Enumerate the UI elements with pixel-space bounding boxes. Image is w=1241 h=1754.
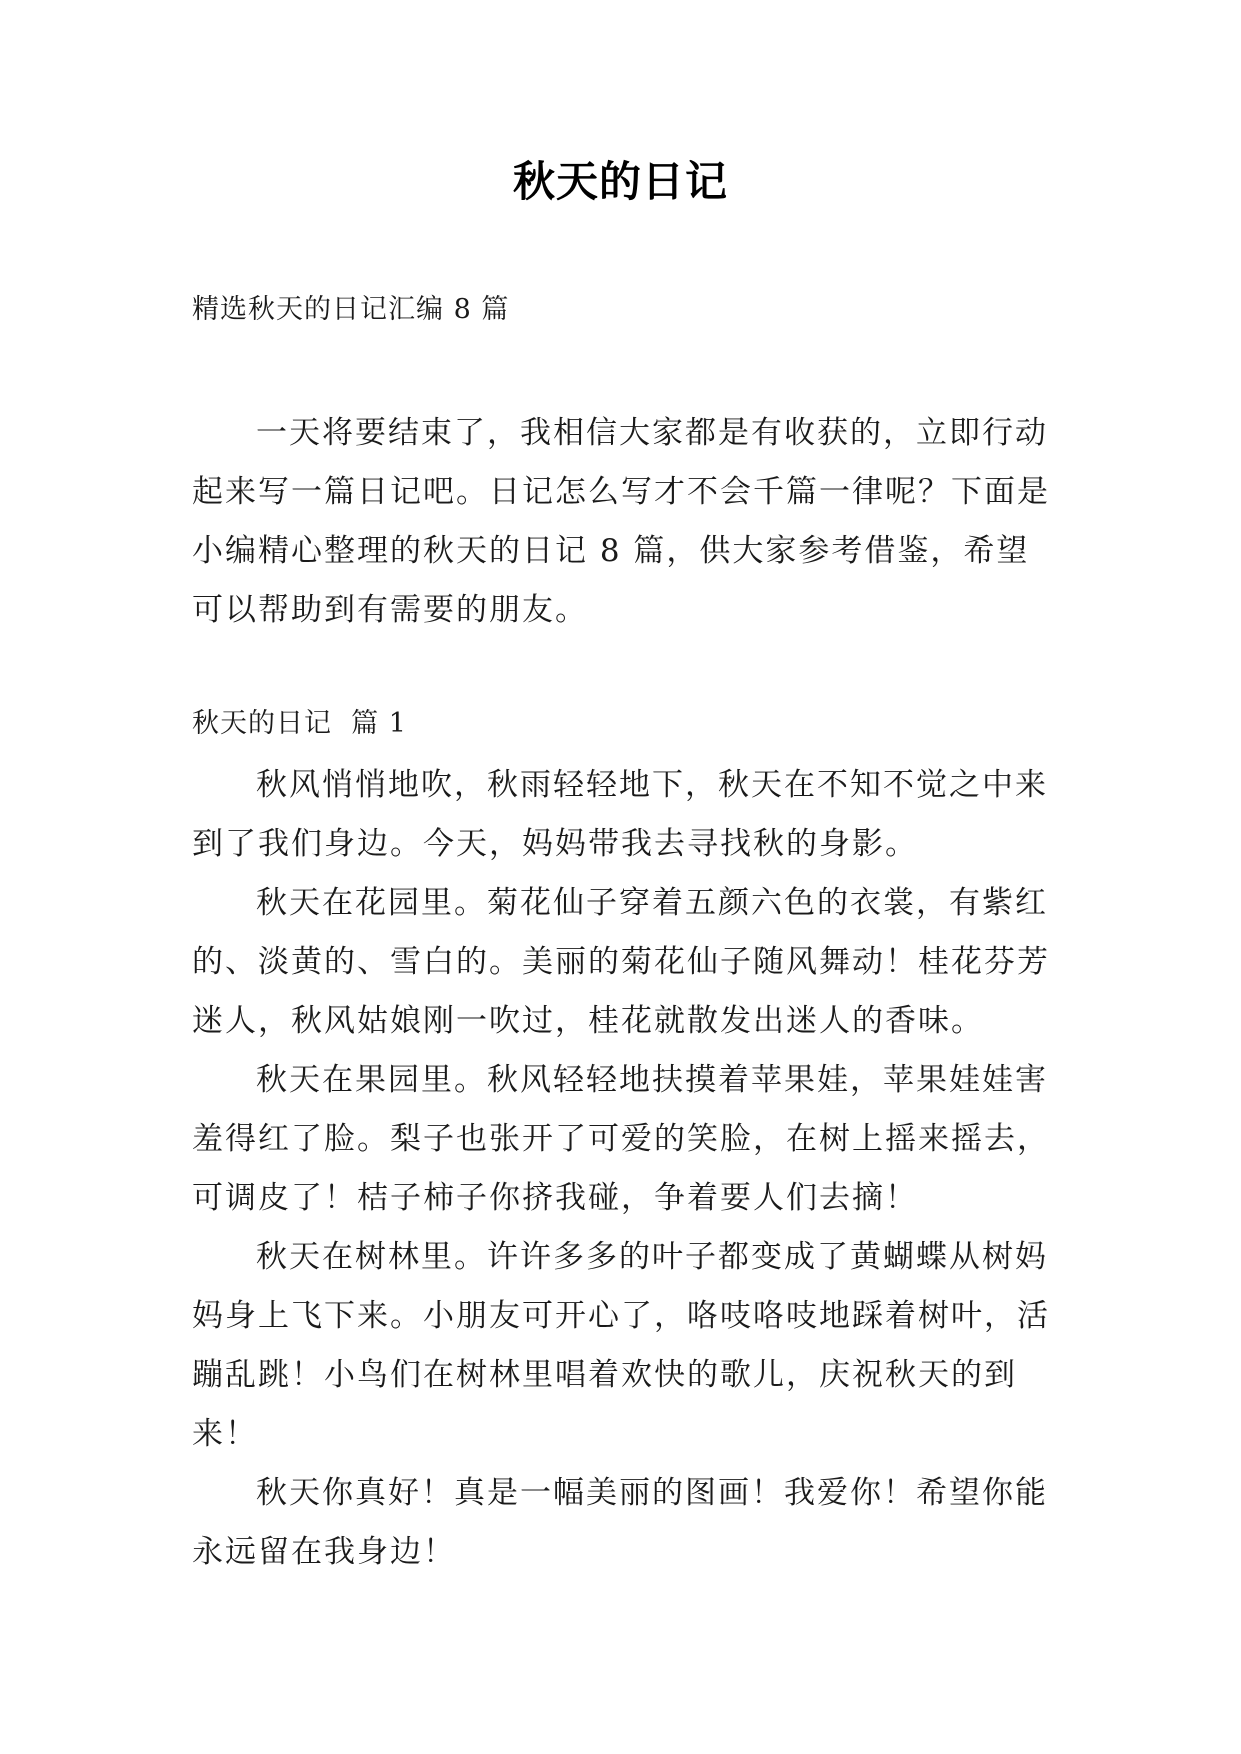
body-paragraph: 秋天你真好！真是一幅美丽的图画！我爱你！希望你能永远留在我身边！ [192, 1475, 1048, 1570]
body-paragraph: 秋天在果园里。秋风轻轻地扶摸着苹果娃，苹果娃娃害羞得红了脸。梨子也张开了可爱的笑脸，在树上摇来摇去，可调皮了！桔子柿子你挤我碰，争着要人们去摘！ [192, 1062, 1050, 1216]
section-heading: 秋天的日记 篇 1 [192, 708, 407, 739]
body-paragraph: 秋天在树林里。许许多多的叶子都变成了黄蝴蝶从树妈妈身上飞下来。小朋友可开心了，咯吱咯吱地踩着树叶，活蹦乱跳！小鸟们在树林里唱着欢快的歌儿，庆祝秋天的到来！ [192, 1239, 1050, 1452]
document-title: 秋天的日记 [512, 157, 728, 206]
intro-paragraph: 一天将要结束了，我相信大家都是有收获的，立即行动起来写一篇日记吧。日记怎么写才不会千篇一律呢？下面是小编精心整理的秋天的日记 8 篇，供大家参考借鉴，希望可以帮助到有需要的朋友。 [192, 415, 1050, 628]
section-body [192, 756, 1052, 1582]
body-paragraph: 秋风悄悄地吹，秋雨轻轻地下，秋天在不知不觉之中来到了我们身边。今天，妈妈带我去寻找秋的身影。 [192, 767, 1048, 862]
document-subtitle: 精选秋天的日记汇编 8 篇 [192, 294, 510, 325]
body-paragraph: 秋天在花园里。菊花仙子穿着五颜六色的衣裳，有紫红的、淡黄的、雪白的。美丽的菊花仙子随风舞动！桂花芬芳迷人，秋风姑娘刚一吹过，桂花就散发出迷人的香味。 [192, 885, 1050, 1039]
